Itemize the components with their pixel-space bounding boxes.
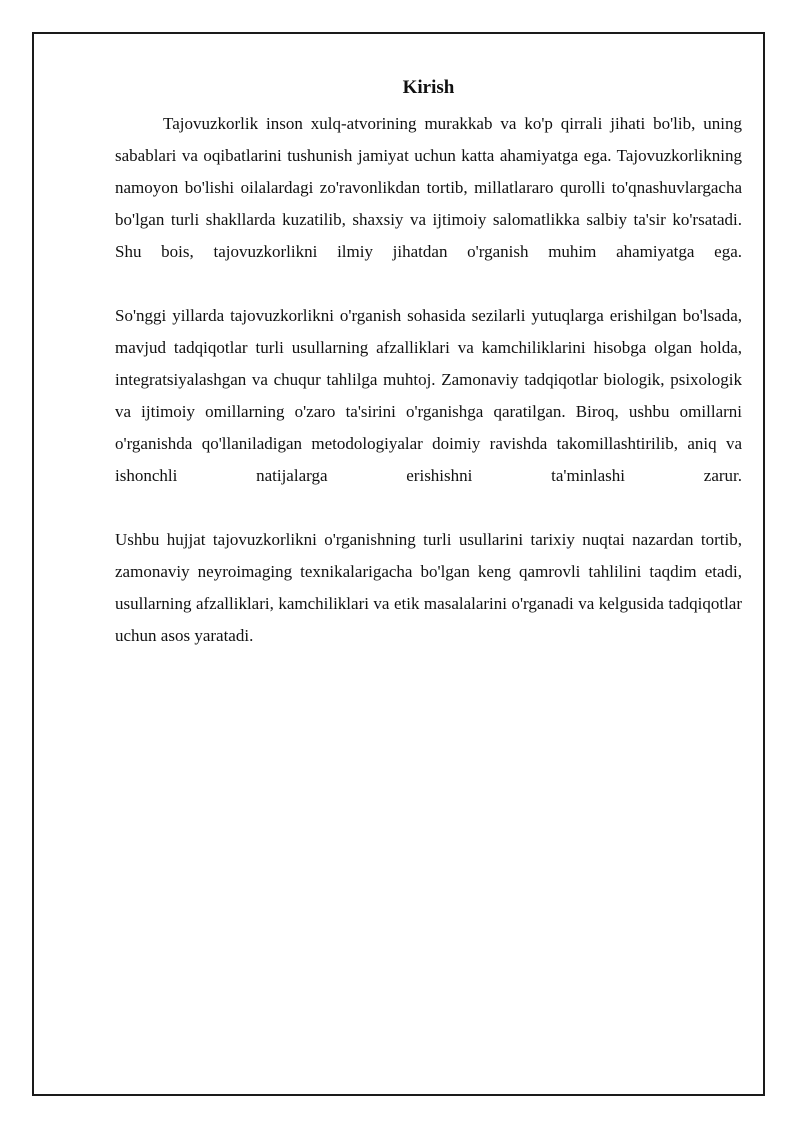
paragraph-gap <box>115 492 742 524</box>
paragraph-recent-research: So'nggi yillarda tajovuzkorlikni o'rganish sohasida sezilarli yutuqlarga erishilgan bo'lsada, mavjud tadqiqotlar turli usullarning afzalliklari va kamchiliklarini hisobga olgan holda, integratsiyalashgan va chuqur tahlilga muhtoj. Zamonaviy tadqiqotlar biologik, psixologik va ijtimoiy omillarning o'zaro ta'sirini o'rganishga qaratilgan. Biroq, ushbu omillarni o'rganishda qo'llaniladigan metodologiyalar doimiy ravishda takomillashtirilib, aniq va ishonchli natijalarga erishishni ta'minlashi zarur. <box>115 306 742 485</box>
paragraph-document-purpose: Ushbu hujjat tajovuzkorlikni o'rganishning turli usullarini tarixiy nuqtai nazardan tortib, zamonaviy neyroimaging texnikalarigacha bo'lgan keng qamrovli tahlilini taqdim etadi, usullarning afzalliklari, kamchiliklari va etik masalalarini o'rganadi va kelgusida tadqiqotlar uchun asos yaratadi. <box>115 530 742 645</box>
paragraph-gap <box>115 268 742 300</box>
document-body <box>115 74 742 652</box>
document-title: Kirish <box>402 77 455 98</box>
paragraph-introduction: Tajovuzkorlik inson xulq-atvorining murakkab va ko'p qirrali jihati bo'lib, uning sabablari va oqibatlarini tushunish jamiyat uchun katta ahamiyatga ega. Tajovuzkorlikning namoyon bo'lishi oilalardagi zo'ravonlikdan tortib, millatlararo qurolli to'qnashuvlargacha bo'lgan turli shakllarda kuzatilib, shaxsiy va ijtimoiy salomatlikka salbiy ta'sir ko'rsatadi. Shu bois, tajovuzkorlikni ilmiy jihatdan o'rganish muhim ahamiyatga ega. <box>115 114 742 261</box>
